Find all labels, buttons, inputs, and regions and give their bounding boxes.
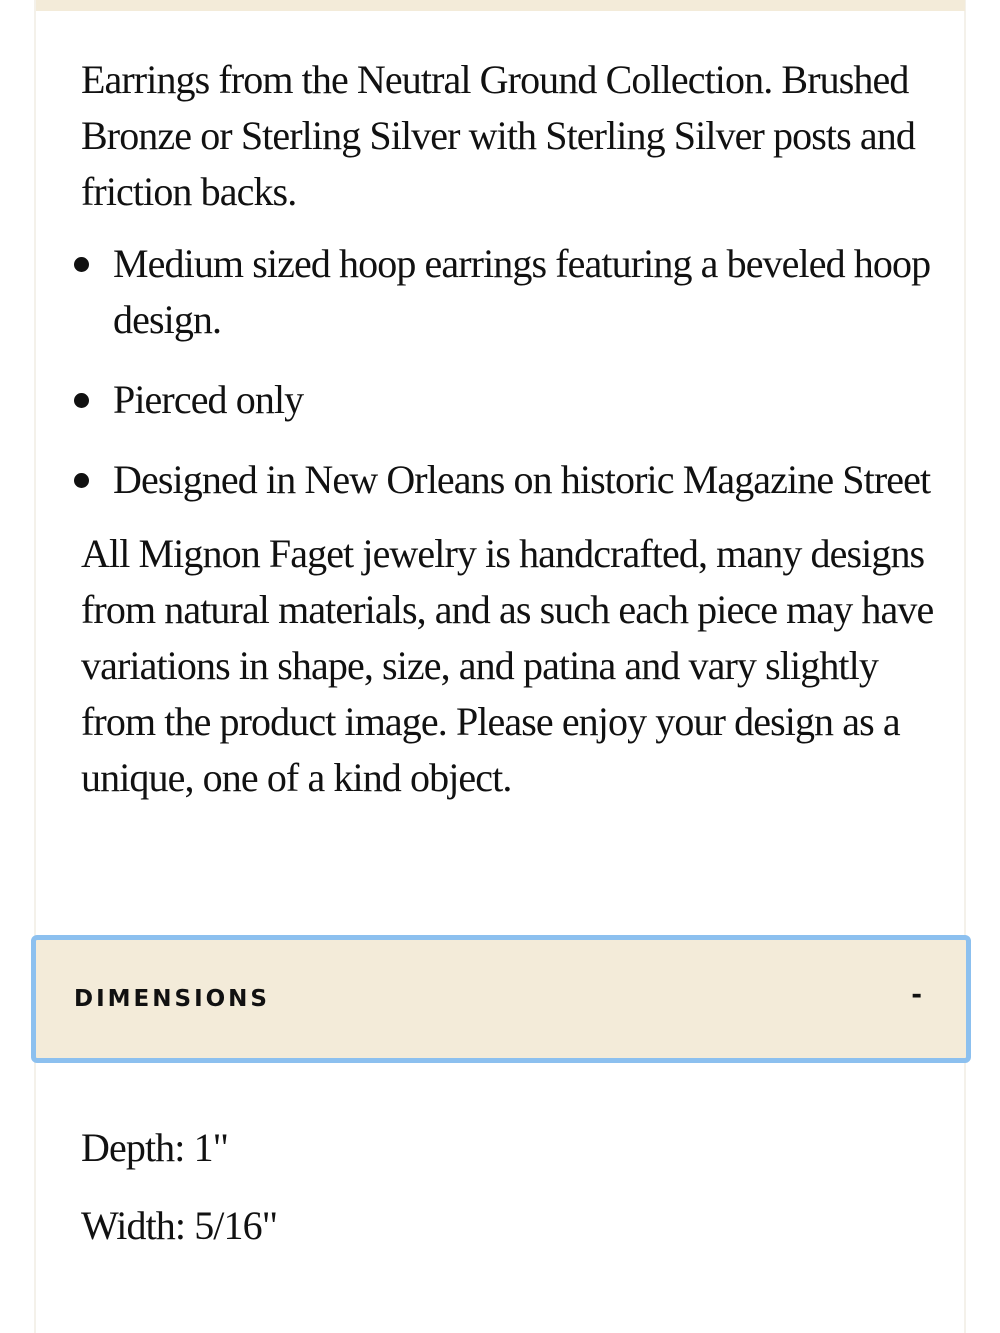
bullet-icon <box>74 257 89 272</box>
feature-item <box>81 236 951 348</box>
feature-text: Pierced only <box>113 377 304 422</box>
feature-item <box>81 372 951 428</box>
handcrafted-disclaimer: All Mignon Faget jewelry is handcrafted, many designs from natural materials, and as such each piece may have variations in shape, size, and patina and vary slightly from the product image. Please enjoy your design as a unique, one of a kind object. <box>81 531 934 800</box>
feature-text: Medium sized hoop earrings featuring a beveled hoop design. <box>113 241 931 342</box>
description-intro: Earrings from the Neutral Ground Collection. Brushed Bronze or Sterling Silver with Sterling Silver posts and friction backs. <box>81 57 915 214</box>
product-description <box>81 52 951 806</box>
collapse-icon[interactable]: - <box>911 980 922 1010</box>
bullet-icon <box>74 393 89 408</box>
feature-item <box>81 452 951 508</box>
feature-text: Designed in New Orleans on historic Magazine Street <box>113 457 931 502</box>
dimensions-title: DIMENSIONS <box>74 986 270 1012</box>
dimensions-accordion-header[interactable] <box>31 935 971 1063</box>
previous-accordion-bottom <box>36 0 965 11</box>
dimensions-content <box>81 1120 277 1276</box>
depth-value: Depth: 1" <box>81 1125 229 1170</box>
bullet-icon <box>74 473 89 488</box>
feature-list <box>81 236 951 508</box>
width-value: Width: 5/16" <box>81 1203 278 1248</box>
